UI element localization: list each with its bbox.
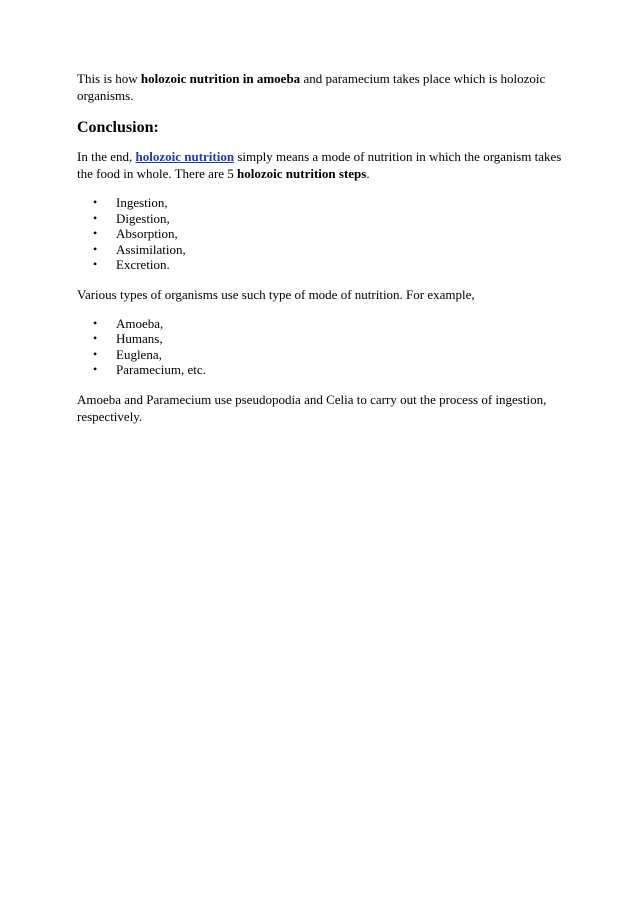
list-item (93, 195, 567, 211)
intro-text-start: This is how (77, 71, 141, 86)
list-item (93, 257, 567, 273)
bullet-icon: • (93, 257, 98, 271)
bullet-icon: • (93, 210, 98, 225)
list-item (93, 226, 567, 242)
bullet-icon: • (93, 315, 98, 330)
conclusion-text-middle: simply means a mode of nutrition in which the organism takes the food in whole. There are 5 (77, 149, 562, 181)
conclusion-text-end: . (366, 166, 370, 181)
conclusion-text-start: In the end, (77, 149, 136, 164)
example-label: Amoeba, (116, 315, 164, 331)
step-label: Ingestion, (116, 195, 168, 210)
bullet-icon: • (93, 195, 98, 209)
intro-paragraph (77, 70, 567, 104)
examples-list (77, 316, 567, 378)
list-item (93, 316, 567, 332)
example-label: Paramecium, etc. (116, 362, 206, 377)
list-item (93, 331, 567, 347)
bullet-icon: • (93, 346, 98, 361)
steps-list (77, 195, 567, 273)
list-item (93, 362, 567, 378)
list-item (93, 211, 567, 227)
document-page (77, 70, 567, 425)
list-item (93, 347, 567, 363)
bullet-icon: • (93, 226, 98, 240)
bullet-icon: • (93, 331, 98, 345)
list-item (93, 242, 567, 258)
examples-intro-paragraph: Various types of organisms use such type of mode of nutrition. For example, (77, 286, 475, 302)
step-label: Assimilation, (116, 241, 186, 257)
example-label: Euglena, (116, 346, 162, 362)
intro-text-end: and paramecium takes place which is holozoic organisms. (77, 71, 546, 103)
step-label: Digestion, (116, 210, 170, 226)
intro-bold-phrase: holozoic nutrition in amoeba (140, 71, 301, 86)
closing-paragraph: Amoeba and Paramecium use pseudopodia and Celia to carry out the process of ingestion, respectively. (77, 391, 547, 424)
holozoic-nutrition-link[interactable]: holozoic nutrition (135, 149, 235, 164)
bullet-icon: • (93, 362, 98, 376)
bullet-icon: • (93, 241, 98, 256)
conclusion-heading: Conclusion: (77, 119, 159, 136)
step-label: Absorption, (116, 226, 178, 241)
conclusion-bold-phrase: holozoic nutrition steps (237, 166, 367, 181)
step-label: Excretion. (116, 257, 170, 272)
conclusion-paragraph (77, 148, 567, 182)
example-label: Humans, (116, 331, 163, 346)
